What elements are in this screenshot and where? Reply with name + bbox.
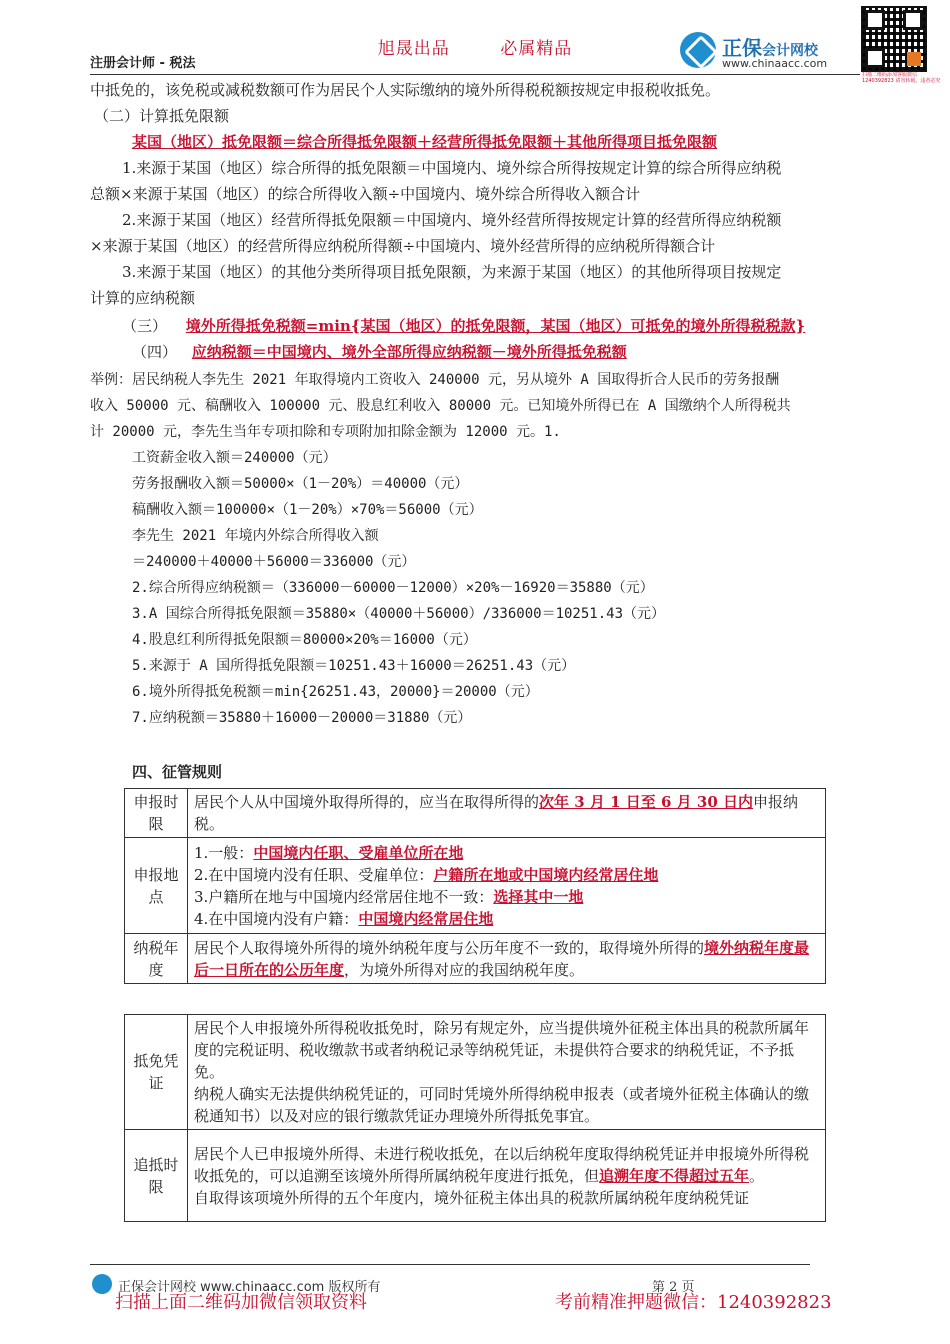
calc-line-3: 稿酬收入额＝100000×（1－20%）×70%＝56000（元） (132, 502, 483, 518)
table-row (125, 934, 826, 984)
body-line-8: 3.来源于某国（地区）的其他分类所得项目抵免限额，为来源于某国（地区）的其他所得项目按规定 (122, 263, 782, 281)
row-content-credit-voucher: 居民个人申报境外所得税收抵免时，除另有规定外，应当提供境外征税主体出具的税款所属年度的完税证明、税收缴款书或者纳税记录等纳税凭证，未提供符合要求的纳税凭证，不予抵免。 纳税人确实无法提供纳税凭证的，可同时凭境外所得纳税申报表（或者境外征税主体确认的缴税通知书）以及对应的银行缴款凭证办理境外所得抵免事宜。 (188, 1015, 826, 1130)
body-line-6: 2.来源于某国（地区）经营所得抵免限额＝中国境内、境外经营所得按规定计算的经营所得应纳税额 (122, 211, 782, 229)
footer-copyright: 正保会计网校 www.chinaacc.com 版权所有 (118, 1280, 381, 1295)
footer-wechat-note: 考前精准押题微信：1240392823 (555, 1292, 832, 1313)
calc-line-4: 李先生 2021 年境内外综合所得收入额 (132, 528, 379, 544)
footer-divider (90, 1264, 810, 1265)
row-content-tax-year: 居民个人取得境外所得的境外纳税年度与公历年度不一致的，取得境外所得的境外纳税年度最后一日所在的公历年度，为境外所得对应的我国纳税年度。 (188, 934, 826, 984)
rules-table-1 (124, 788, 826, 984)
header-divider (90, 74, 860, 75)
row-content-deadline: 居民个人从中国境外取得所得的，应当在取得所得的次年 3 月 1 日至 6 月 30 日内申报纳税。 (188, 789, 826, 838)
row-label-location: 申报地点 (125, 838, 188, 934)
example-line-1: 举例：居民纳税人李先生 2021 年取得境内工资收入 240000 元，另从境外 A 国取得折合人民币的劳务报酬 (90, 372, 780, 388)
calc-line-1: 工资薪金收入额＝240000（元） (132, 450, 337, 466)
section-title: 四、征管规则 (132, 763, 223, 781)
subheading-credit-limit: （二）计算抵免限额 (94, 107, 230, 125)
table-row (125, 838, 826, 934)
body-line-9: 计算的应纳税额 (90, 289, 196, 307)
item-4: （四） 应纳税额＝中国境内、境外全部所得应纳税额－境外所得抵免税额 (132, 343, 627, 361)
slogan-left: 旭晟出品 (377, 39, 450, 59)
body-line-7: ×来源于某国（地区）的经营所得应纳税所得额÷中国境内、境外经营所得的应纳税所得额合计 (90, 237, 716, 255)
qr-note: 扫描二维码添加客服微信 1240392823 请勿转载，违者必究 (862, 72, 941, 84)
table-row (125, 789, 826, 838)
calc-line-6: 2.综合所得应纳税额＝（336000－60000－12000）×20%－16920＝35880（元） (132, 580, 654, 596)
table-row (125, 1130, 826, 1222)
logo-url: www.chinaacc.com (722, 57, 828, 70)
calc-line-8: 4.股息红利所得抵免限额＝80000×20%＝16000（元） (132, 632, 477, 648)
table-row (125, 1015, 826, 1130)
row-label-tax-year: 纳税年度 (125, 934, 188, 984)
qr-code-icon (861, 6, 927, 72)
formula-tax-payable: 应纳税额＝中国境内、境外全部所得应纳税额－境外所得抵免税额 (191, 343, 627, 361)
body-line-5: 总额×来源于某国（地区）的综合所得收入额÷中国境内、境外综合所得收入额合计 (90, 185, 641, 203)
footer-logo-icon (92, 1274, 112, 1294)
row-label-deadline: 申报时限 (125, 789, 188, 838)
item-3: （三） 境外所得抵免税额=min{某国（地区）的抵免限额，某国（地区）可抵免的境外所得税税款} (122, 317, 806, 335)
logo-mark-icon (680, 32, 716, 68)
calc-line-5: ＝240000＋40000＋56000＝336000（元） (132, 554, 416, 570)
brand-logo[interactable] (680, 30, 855, 74)
logo-name: 正保会计网校 (722, 36, 818, 60)
body-line-1: 中抵免的，该免税或减税数额可作为居民个人实际缴纳的境外所得税税额按规定申报税收抵免。 (90, 81, 721, 99)
calc-line-9: 5.来源于 A 国所得抵免限额＝10251.43＋16000＝26251.43（元） (132, 658, 576, 674)
row-content-location: 1.一般：中国境内任职、受雇单位所在地 2.在中国境内没有任职、受雇单位：户籍所在地或中国境内经常居住地 3.户籍所在地与中国境内经常居住地不一致：选择其中一地 4.在中国境内没有户籍：中国境内经常居住地 (188, 838, 826, 934)
example-line-3: 计 20000 元，李先生当年专项扣除和专项附加扣除金额为 12000 元。1. (90, 424, 561, 440)
doc-label: 注册会计师 - 税法 (90, 56, 196, 71)
formula-foreign-credit: 境外所得抵免税额=min{某国（地区）的抵免限额，某国（地区）可抵免的境外所得税税款} (185, 317, 806, 335)
slogan-right: 必属精品 (500, 39, 573, 59)
formula-credit-limit: 某国（地区）抵免限额＝综合所得抵免限额＋经营所得抵免限额＋其他所得项目抵免限额 (132, 133, 718, 151)
page-number: 第 2 页 (652, 1280, 695, 1295)
body-line-4: 1.来源于某国（地区）综合所得的抵免限额＝中国境内、境外综合所得按规定计算的综合所得应纳税 (122, 159, 782, 177)
calc-line-2: 劳务报酬收入额＝50000×（1－20%）＝40000（元） (132, 476, 469, 492)
row-content-carryback: 居民个人已申报境外所得、未进行税收抵免，在以后纳税年度取得纳税凭证并申报境外所得税收抵免的，可以追溯至该境外所得所属纳税年度进行抵免，但追溯年度不得超过五年。 自取得该项境外所得的五个年度内，境外征税主体出具的税款所属纳税年度纳税凭证 (188, 1130, 826, 1222)
example-line-2: 收入 50000 元、稿酬收入 100000 元、股息红利收入 80000 元。已知境外所得已在 A 国缴纳个人所得税共 (90, 398, 791, 414)
calc-line-10: 6.境外所得抵免税额＝min{26251.43，20000}＝20000（元） (132, 684, 539, 700)
row-label-credit-voucher: 抵免凭证 (125, 1015, 188, 1130)
row-label-carryback: 追抵时限 (125, 1130, 188, 1222)
footer-qr-note: 扫描上面二维码加微信领取资料 (115, 1292, 367, 1313)
rules-table-2 (124, 1014, 826, 1222)
calc-line-7: 3.A 国综合所得抵免限额＝35880×（40000＋56000）/336000＝10251.43（元） (132, 606, 666, 622)
calc-line-11: 7.应纳税额＝35880＋16000－20000＝31880（元） (132, 710, 472, 726)
